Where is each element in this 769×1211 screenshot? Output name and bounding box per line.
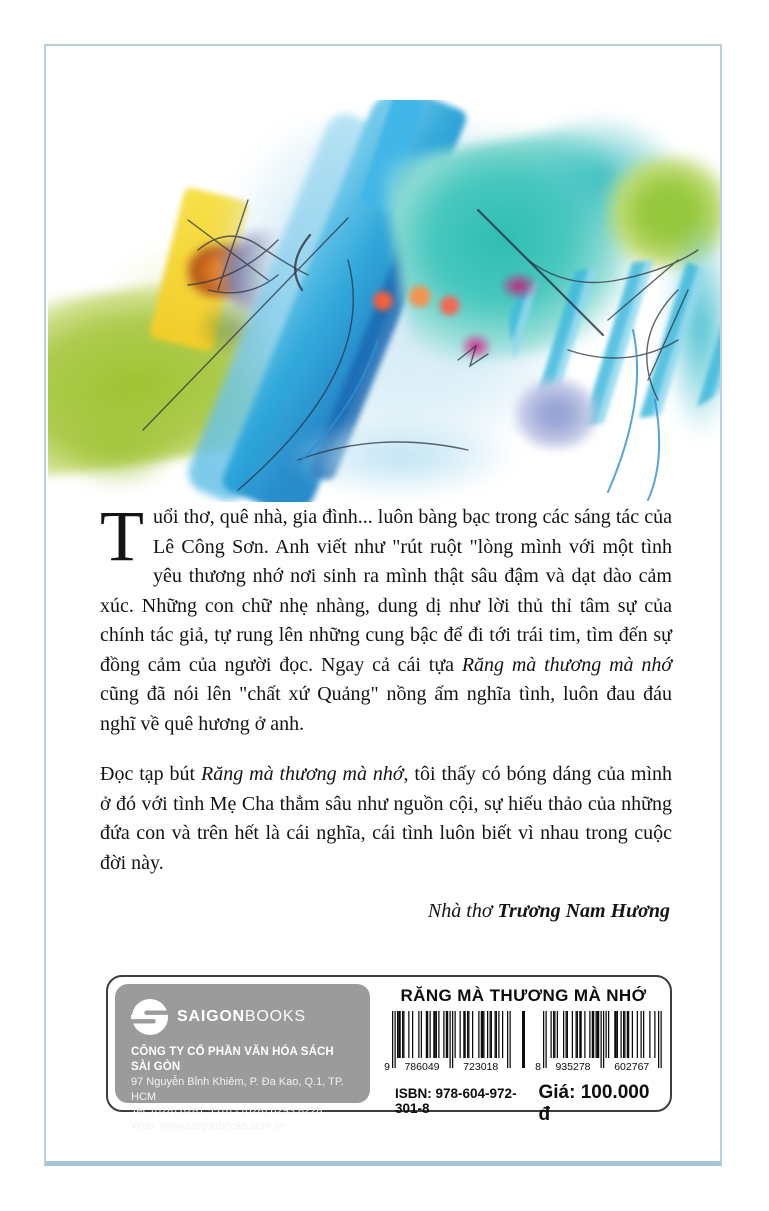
barcode-row: [383, 1011, 664, 1080]
brand-books: BOOKS: [244, 1008, 306, 1025]
company-web: Web: www.saigonbooks.com.vn: [131, 1119, 287, 1132]
brand-saigon: SAIGON: [177, 1008, 245, 1025]
publisher-card: [115, 984, 370, 1132]
publisher-logo-row: [131, 998, 356, 1036]
reviewer-signature: [100, 897, 672, 927]
company-address: 97 Nguyễn Bỉnh Khiêm, P. Đa Kao, Q.1, TP. HCM: [131, 1076, 344, 1103]
svg-text:9: 9: [384, 1061, 390, 1073]
svg-text:723018: 723018: [463, 1061, 499, 1073]
drop-cap: T: [100, 496, 144, 576]
brand-wordmark: [177, 1008, 306, 1026]
company-name: CÔNG TY CỔ PHẦN VĂN HÓA SÁCH SÀI GÒN: [131, 1046, 334, 1073]
svg-text:935278: 935278: [555, 1061, 591, 1073]
abstract-watercolor-artwork: [48, 100, 720, 502]
review-paragraph-1: [100, 496, 672, 739]
ean-barcode: [534, 1011, 664, 1080]
company-tel: Tel: (028) 6281.5516 - (028) 6293.8228: [131, 1105, 323, 1117]
book-title: RĂNG MÀ THƯƠNG MÀ NHỚ: [400, 986, 647, 1005]
publisher-barcode-box: [106, 975, 672, 1132]
barcode-divider: [522, 1011, 525, 1068]
saigonbooks-logo-icon: [131, 998, 169, 1036]
svg-text:8: 8: [535, 1061, 541, 1073]
svg-text:602767: 602767: [614, 1061, 650, 1073]
reviewer-title: Nhà thơ: [427, 900, 498, 922]
isbn-label: ISBN: 978-604-972-301-8: [395, 1086, 517, 1116]
review-paragraph-2-text: Đọc tạp bút Răng mà thương mà nhớ, tôi thấy có bóng dáng của mình ở đó với tình Mẹ Cha thẳm sâu như nguồn cội, sự hiếu thảo của những đứa con và trên hết là cái nghĩa, cái tình luôn biết vì nhau trong cuộc đời này.: [100, 763, 672, 874]
barcode-panel: [377, 977, 670, 1125]
svg-text:786049: 786049: [404, 1061, 440, 1073]
review-text-block: [100, 496, 672, 927]
reviewer-name: Trương Nam Hương: [497, 900, 670, 922]
price-label: Giá: 100.000 đ: [538, 1082, 650, 1125]
review-paragraph-2: [100, 760, 672, 878]
review-paragraph-1-text: uổi thơ, quê nhà, gia đình... luôn bàng bạc trong các sáng tác của Lê Công Sơn. Anh viết như "rút ruột "lòng mình với một tình yêu thương nhớ nơi sinh ra mình thật sâu đậm và dạt dào cảm xúc. Những con chữ nhẹ nhàng, dung dị như lời thủ thỉ tâm sự của chính tác giả, tự rung lên những cung bậc để đi tới trái tim, tìm đến sự đồng cảm của người đọc. Ngay cả cái tựa Răng mà thương mà nhớ cũng đã nói lên "chất xứ Quảng" nồng ấm nghĩa tình, luôn đau đáu nghĩ về quê hương ở anh.: [100, 506, 672, 735]
isbn-barcode: [383, 1011, 513, 1080]
ink-scribbles: [48, 100, 720, 502]
isbn-price-row: [383, 1080, 664, 1126]
